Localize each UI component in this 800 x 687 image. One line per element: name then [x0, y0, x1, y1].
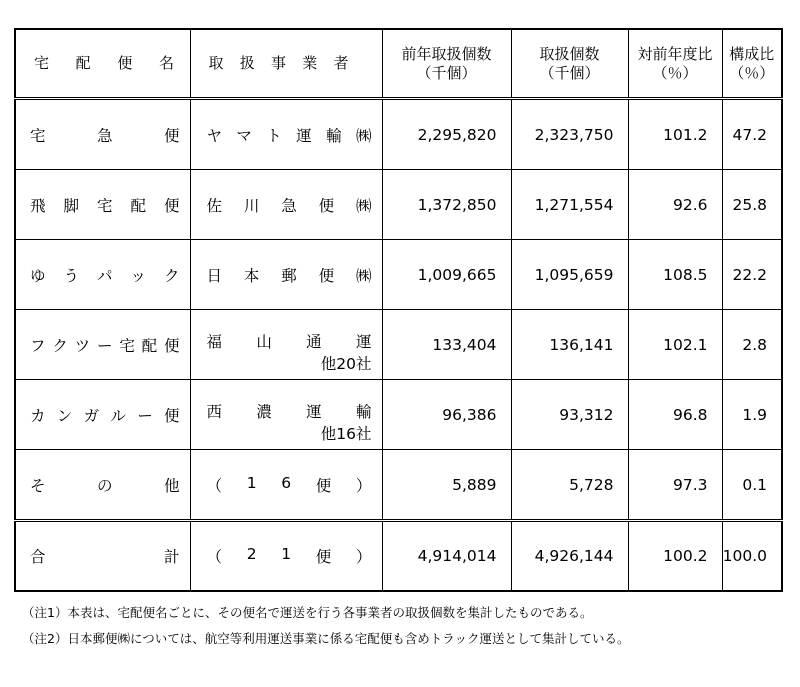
share: 1.9 — [722, 380, 782, 450]
count: 93,312 — [511, 380, 628, 450]
header-service-name: 宅 配 便 名 — [15, 29, 190, 99]
service-name: 宅 急 便 — [15, 99, 190, 170]
operator-name: （ 1 6 便 ） — [190, 450, 382, 521]
service-name: ゆ う パ ッ ク — [15, 240, 190, 310]
header-prev-count: 前年取扱個数 （千個） — [382, 29, 511, 99]
operator-name: ヤ マ ト 運 輸 ㈱ — [190, 99, 382, 170]
table-row — [15, 380, 782, 450]
prev-count: 1,009,665 — [382, 240, 511, 310]
footnote-2: （注2）日本郵便㈱については、航空等利用運送事業に係る宅配便も含めトラック運送として集計している。 — [22, 631, 630, 646]
header-yoy: 対前年度比 （％） — [628, 29, 722, 99]
operator-name: 佐 川 急 便 ㈱ — [190, 170, 382, 240]
count: 5,728 — [511, 450, 628, 521]
header-row — [15, 29, 782, 99]
share: 25.8 — [722, 170, 782, 240]
count: 1,271,554 — [511, 170, 628, 240]
share: 0.1 — [722, 450, 782, 521]
count: 1,095,659 — [511, 240, 628, 310]
share: 47.2 — [722, 99, 782, 170]
header-share: 構成比 （％） — [722, 29, 782, 99]
header-count: 取扱個数 （千個） — [511, 29, 628, 99]
header-operator: 取 扱 事 業 者 — [190, 29, 382, 99]
operator-sub: 他20社 — [320, 354, 372, 373]
total-count: 4,926,144 — [511, 521, 628, 592]
prev-count: 96,386 — [382, 380, 511, 450]
operator-name: 福 山 通 運 他20社 — [190, 310, 382, 380]
prev-count: 2,295,820 — [382, 99, 511, 170]
total-share: 100.0 — [722, 521, 782, 592]
service-name: 飛 脚 宅 配 便 — [15, 170, 190, 240]
service-name: フ ク ツ ー 宅 配 便 — [15, 310, 190, 380]
yoy-ratio: 108.5 — [628, 240, 722, 310]
total-row — [15, 521, 782, 592]
operator-name: 日 本 郵 便 ㈱ — [190, 240, 382, 310]
table-row — [15, 310, 782, 380]
share: 22.2 — [722, 240, 782, 310]
operator-name: 西 濃 運 輸 他16社 — [190, 380, 382, 450]
total-prev: 4,914,014 — [382, 521, 511, 592]
table-row — [15, 170, 782, 240]
prev-count: 133,404 — [382, 310, 511, 380]
table-row — [15, 240, 782, 310]
table-row — [15, 99, 782, 170]
total-service: 合 計 — [15, 521, 190, 592]
prev-count: 5,889 — [382, 450, 511, 521]
count: 2,323,750 — [511, 99, 628, 170]
yoy-ratio: 97.3 — [628, 450, 722, 521]
yoy-ratio: 96.8 — [628, 380, 722, 450]
service-name: そ の 他 — [15, 450, 190, 521]
parcel-statistics-table — [14, 28, 783, 592]
yoy-ratio: 102.1 — [628, 310, 722, 380]
total-yoy: 100.2 — [628, 521, 722, 592]
prev-count: 1,372,850 — [382, 170, 511, 240]
footnote-1: （注1）本表は、宅配便名ごとに、その便名で運送を行う各事業者の取扱個数を集計したものである。 — [22, 605, 593, 620]
footnotes — [22, 600, 629, 652]
total-operator: （ 2 1 便 ） — [190, 521, 382, 592]
table-row — [15, 450, 782, 521]
share: 2.8 — [722, 310, 782, 380]
service-name: カ ン ガ ル ー 便 — [15, 380, 190, 450]
yoy-ratio: 92.6 — [628, 170, 722, 240]
operator-sub: 他16社 — [320, 424, 372, 443]
count: 136,141 — [511, 310, 628, 380]
yoy-ratio: 101.2 — [628, 99, 722, 170]
